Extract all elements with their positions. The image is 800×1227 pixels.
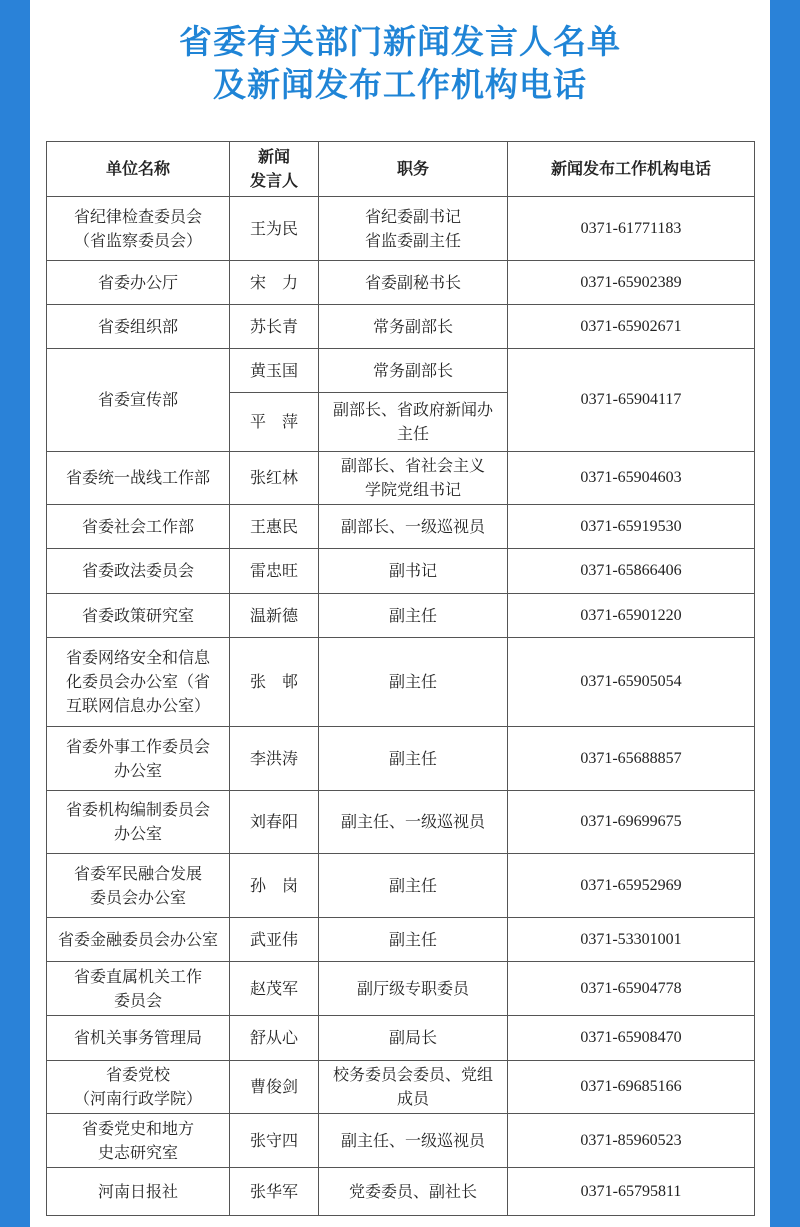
table-row bbox=[47, 261, 755, 305]
phone-cell: 0371-65952969 bbox=[508, 854, 755, 918]
unit-cell: 河南日报社 bbox=[47, 1168, 230, 1216]
position-cell: 常务副部长 bbox=[319, 305, 508, 349]
name-cell: 雷忠旺 bbox=[230, 549, 319, 594]
position-cell: 省纪委副书记 省监委副主任 bbox=[319, 197, 508, 261]
name-cell: 张红林 bbox=[230, 452, 319, 505]
name-cell: 张 邨 bbox=[230, 638, 319, 727]
name-cell: 温新德 bbox=[230, 594, 319, 638]
unit-cell: 省委党史和地方 史志研究室 bbox=[47, 1114, 230, 1168]
name-cell: 孙 岗 bbox=[230, 854, 319, 918]
position-cell: 副主任、一级巡视员 bbox=[319, 1114, 508, 1168]
unit-cell: 省委军民融合发展 委员会办公室 bbox=[47, 854, 230, 918]
document-title-line1: 省委有关部门新闻发言人名单 bbox=[179, 22, 621, 61]
position-cell: 副主任 bbox=[319, 918, 508, 962]
unit-cell: 省纪律检查委员会 （省监察委员会） bbox=[47, 197, 230, 261]
phone-cell: 0371-65866406 bbox=[508, 549, 755, 594]
name-cell: 张守四 bbox=[230, 1114, 319, 1168]
unit-cell: 省机关事务管理局 bbox=[47, 1016, 230, 1061]
name-cell: 曹俊剑 bbox=[230, 1061, 319, 1114]
header-phone: 新闻发布工作机构电话 bbox=[508, 142, 755, 197]
name-cell: 赵茂军 bbox=[230, 962, 319, 1016]
table-row bbox=[47, 1061, 755, 1114]
position-cell: 副部长、省社会主义 学院党组书记 bbox=[319, 452, 508, 505]
name-cell: 李洪涛 bbox=[230, 727, 319, 791]
table-row bbox=[47, 727, 755, 791]
position-cell: 副主任、一级巡视员 bbox=[319, 791, 508, 854]
position-cell: 校务委员会委员、党组 成员 bbox=[319, 1061, 508, 1114]
phone-cell: 0371-53301001 bbox=[508, 918, 755, 962]
table-row bbox=[47, 505, 755, 549]
position-cell: 党委委员、副社长 bbox=[319, 1168, 508, 1216]
header-unit: 单位名称 bbox=[47, 142, 230, 197]
phone-cell: 0371-65904117 bbox=[508, 349, 755, 452]
table-row bbox=[47, 549, 755, 594]
position-cell: 副局长 bbox=[319, 1016, 508, 1061]
table-row bbox=[47, 918, 755, 962]
name-cell: 刘春阳 bbox=[230, 791, 319, 854]
unit-cell: 省委组织部 bbox=[47, 305, 230, 349]
table-row bbox=[47, 305, 755, 349]
table-row bbox=[47, 1016, 755, 1061]
table-row bbox=[47, 962, 755, 1016]
phone-cell: 0371-65919530 bbox=[508, 505, 755, 549]
name-cell: 苏长青 bbox=[230, 305, 319, 349]
name-cell: 武亚伟 bbox=[230, 918, 319, 962]
unit-cell: 省委网络安全和信息 化委员会办公室（省 互联网信息办公室） bbox=[47, 638, 230, 727]
unit-cell: 省委办公厅 bbox=[47, 261, 230, 305]
name-cell: 平 萍 bbox=[230, 393, 319, 452]
position-cell: 副部长、省政府新闻办 主任 bbox=[319, 393, 508, 452]
position-cell: 副书记 bbox=[319, 549, 508, 594]
unit-cell: 省委机构编制委员会 办公室 bbox=[47, 791, 230, 854]
header-spokesperson: 新闻 发言人 bbox=[230, 142, 319, 197]
table-row bbox=[47, 638, 755, 727]
table-row bbox=[47, 791, 755, 854]
position-cell: 副厅级专职委员 bbox=[319, 962, 508, 1016]
unit-cell: 省委政策研究室 bbox=[47, 594, 230, 638]
unit-cell: 省委社会工作部 bbox=[47, 505, 230, 549]
position-cell: 常务副部长 bbox=[319, 349, 508, 393]
phone-cell: 0371-65904778 bbox=[508, 962, 755, 1016]
unit-cell: 省委外事工作委员会 办公室 bbox=[47, 727, 230, 791]
position-cell: 副部长、一级巡视员 bbox=[319, 505, 508, 549]
phone-cell: 0371-61771183 bbox=[508, 197, 755, 261]
table-row bbox=[47, 197, 755, 261]
position-cell: 省委副秘书长 bbox=[319, 261, 508, 305]
unit-cell: 省委政法委员会 bbox=[47, 549, 230, 594]
table-row bbox=[47, 854, 755, 918]
phone-cell: 0371-65902671 bbox=[508, 305, 755, 349]
phone-cell: 0371-65902389 bbox=[508, 261, 755, 305]
unit-cell: 省委直属机关工作 委员会 bbox=[47, 962, 230, 1016]
phone-cell: 0371-85960523 bbox=[508, 1114, 755, 1168]
name-cell: 黄玉国 bbox=[230, 349, 319, 393]
unit-cell: 省委统一战线工作部 bbox=[47, 452, 230, 505]
name-cell: 王惠民 bbox=[230, 505, 319, 549]
phone-cell: 0371-69699675 bbox=[508, 791, 755, 854]
table-row bbox=[47, 349, 755, 393]
phone-cell: 0371-65905054 bbox=[508, 638, 755, 727]
phone-cell: 0371-65901220 bbox=[508, 594, 755, 638]
name-cell: 宋 力 bbox=[230, 261, 319, 305]
phone-cell: 0371-65908470 bbox=[508, 1016, 755, 1061]
position-cell: 副主任 bbox=[319, 638, 508, 727]
table-row bbox=[47, 594, 755, 638]
phone-cell: 0371-69685166 bbox=[508, 1061, 755, 1114]
position-cell: 副主任 bbox=[319, 727, 508, 791]
table-row bbox=[47, 1168, 755, 1216]
header-row bbox=[47, 142, 755, 197]
unit-cell: 省委党校 （河南行政学院） bbox=[47, 1061, 230, 1114]
position-cell: 副主任 bbox=[319, 594, 508, 638]
position-cell: 副主任 bbox=[319, 854, 508, 918]
phone-cell: 0371-65688857 bbox=[508, 727, 755, 791]
name-cell: 张华军 bbox=[230, 1168, 319, 1216]
header-position: 职务 bbox=[319, 142, 508, 197]
name-cell: 舒从心 bbox=[230, 1016, 319, 1061]
spokesperson-table bbox=[46, 141, 755, 1216]
document-title-line2: 及新闻发布工作机构电话 bbox=[213, 65, 587, 104]
phone-cell: 0371-65904603 bbox=[508, 452, 755, 505]
phone-cell: 0371-65795811 bbox=[508, 1168, 755, 1216]
table-row bbox=[47, 452, 755, 505]
unit-cell: 省委宣传部 bbox=[47, 349, 230, 452]
unit-cell: 省委金融委员会办公室 bbox=[47, 918, 230, 962]
table-row bbox=[47, 1114, 755, 1168]
name-cell: 王为民 bbox=[230, 197, 319, 261]
